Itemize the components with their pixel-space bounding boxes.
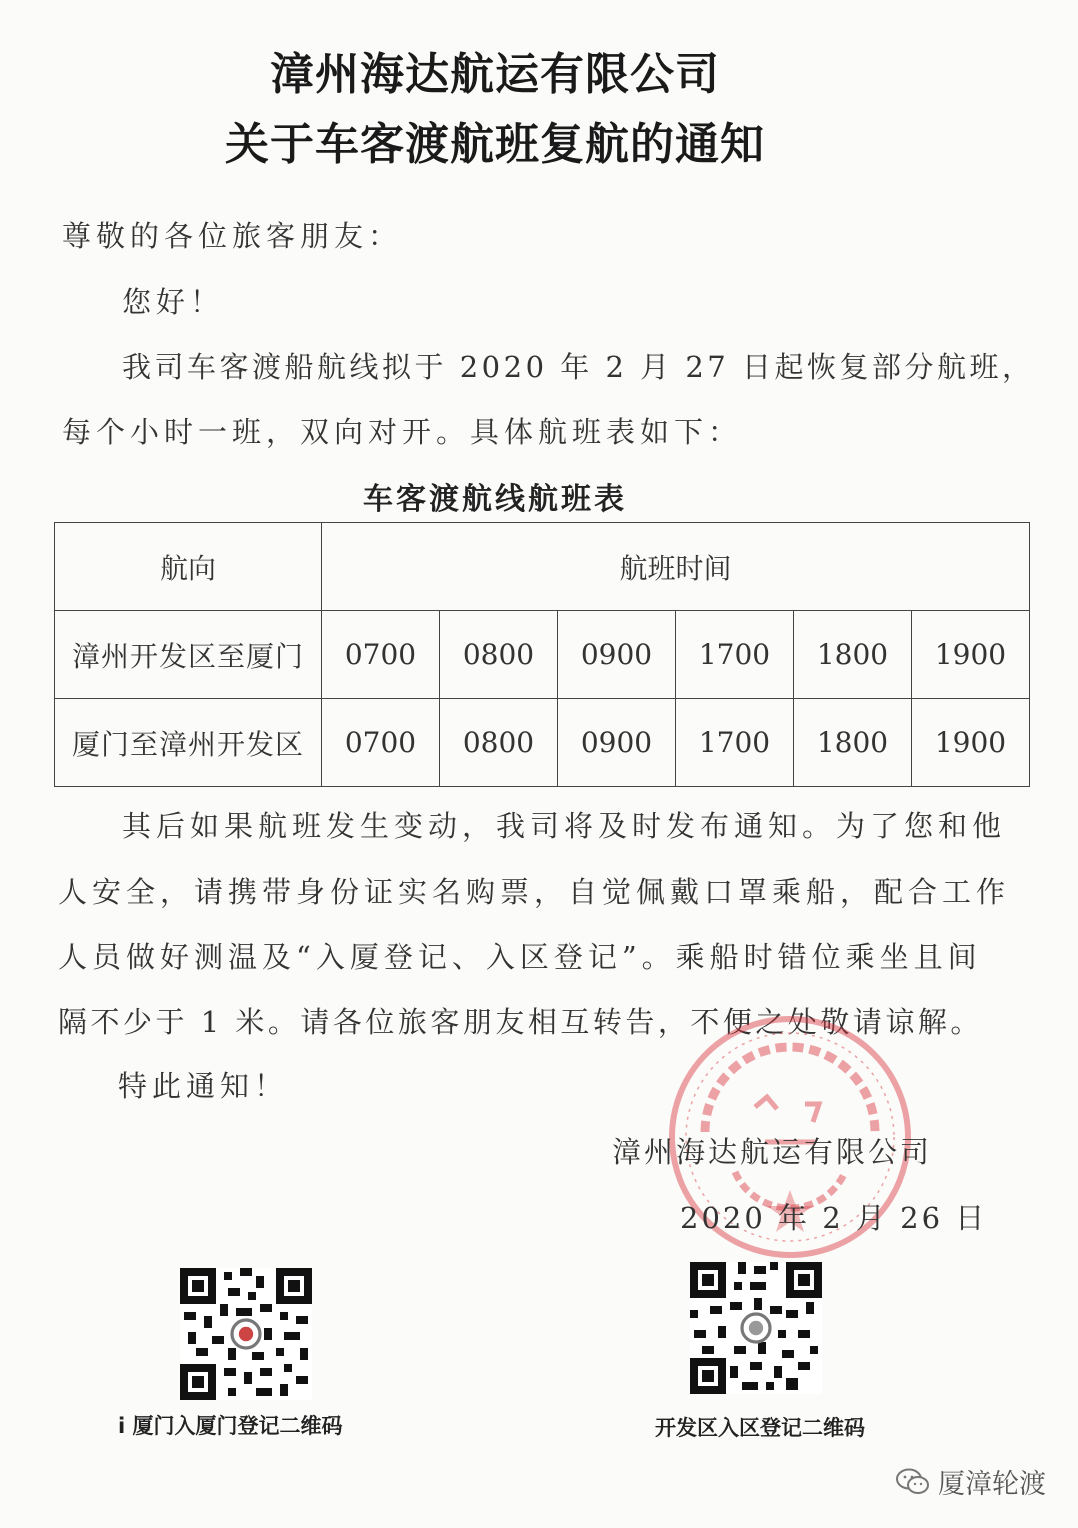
watermark-text: 厦漳轮渡 xyxy=(938,1469,1046,1500)
table-title: 车客渡航线航班表 xyxy=(363,482,627,517)
signature-date: 2020 年 2 月 26 日 xyxy=(680,1201,988,1235)
header-direction: 航向 xyxy=(55,523,322,611)
departure-time: 0700 xyxy=(322,611,440,699)
qr-left-caption: i 厦门入厦门登记二维码 xyxy=(118,1414,343,1438)
page-title-subject: 关于车客渡航班复航的通知 xyxy=(225,119,765,170)
greeting: 您好！ xyxy=(122,285,225,319)
departure-time: 1700 xyxy=(676,611,794,699)
schedule-table xyxy=(54,522,1030,787)
departure-time: 1800 xyxy=(794,699,912,787)
signature-company: 漳州海达航运有限公司 xyxy=(612,1135,933,1169)
departure-time: 0900 xyxy=(558,611,676,699)
paragraph-line: 每个小时一班，双向对开。具体航班表如下： xyxy=(62,415,743,449)
header-times: 航班时间 xyxy=(322,523,1030,611)
closing-text: 特此通知！ xyxy=(118,1069,289,1103)
departure-time: 0700 xyxy=(322,699,440,787)
paragraph-line: 隔不少于 1 米。请各位旅客朋友相互转告，不便之处敬请谅解。 xyxy=(58,1005,983,1039)
table-row xyxy=(55,699,1030,787)
watermark xyxy=(896,1462,1046,1501)
route-direction: 厦门至漳州开发区 xyxy=(55,699,322,787)
qr-code-development-zone-registration[interactable] xyxy=(690,1262,822,1394)
paragraph-line: 我司车客渡船航线拟于 2020 年 2 月 27 日起恢复部分航班， xyxy=(122,350,1035,384)
page-title-company: 漳州海达航运有限公司 xyxy=(270,49,720,100)
departure-time: 0800 xyxy=(440,611,558,699)
departure-time: 1900 xyxy=(912,611,1030,699)
salutation: 尊敬的各位旅客朋友： xyxy=(62,219,403,253)
paragraph-line: 其后如果航班发生变动，我司将及时发布通知。为了您和他 xyxy=(122,809,1007,843)
wechat-icon xyxy=(896,1468,930,1496)
qr-code-xiamen-registration[interactable] xyxy=(180,1268,312,1400)
table-header-row xyxy=(55,523,1030,611)
departure-time: 1800 xyxy=(794,611,912,699)
paragraph-line: 人安全，请携带身份证实名购票，自觉佩戴口罩乘船，配合工作 xyxy=(58,875,1011,909)
departure-time: 1700 xyxy=(676,699,794,787)
departure-time: 1900 xyxy=(912,699,1030,787)
departure-time: 0900 xyxy=(558,699,676,787)
table-row xyxy=(55,611,1030,699)
route-direction: 漳州开发区至厦门 xyxy=(55,611,322,699)
departure-time: 0800 xyxy=(440,699,558,787)
qr-right-caption: 开发区入区登记二维码 xyxy=(655,1416,865,1440)
paragraph-line: 人员做好测温及“入厦登记、入区登记”。乘船时错位乘坐且间 xyxy=(58,940,982,974)
